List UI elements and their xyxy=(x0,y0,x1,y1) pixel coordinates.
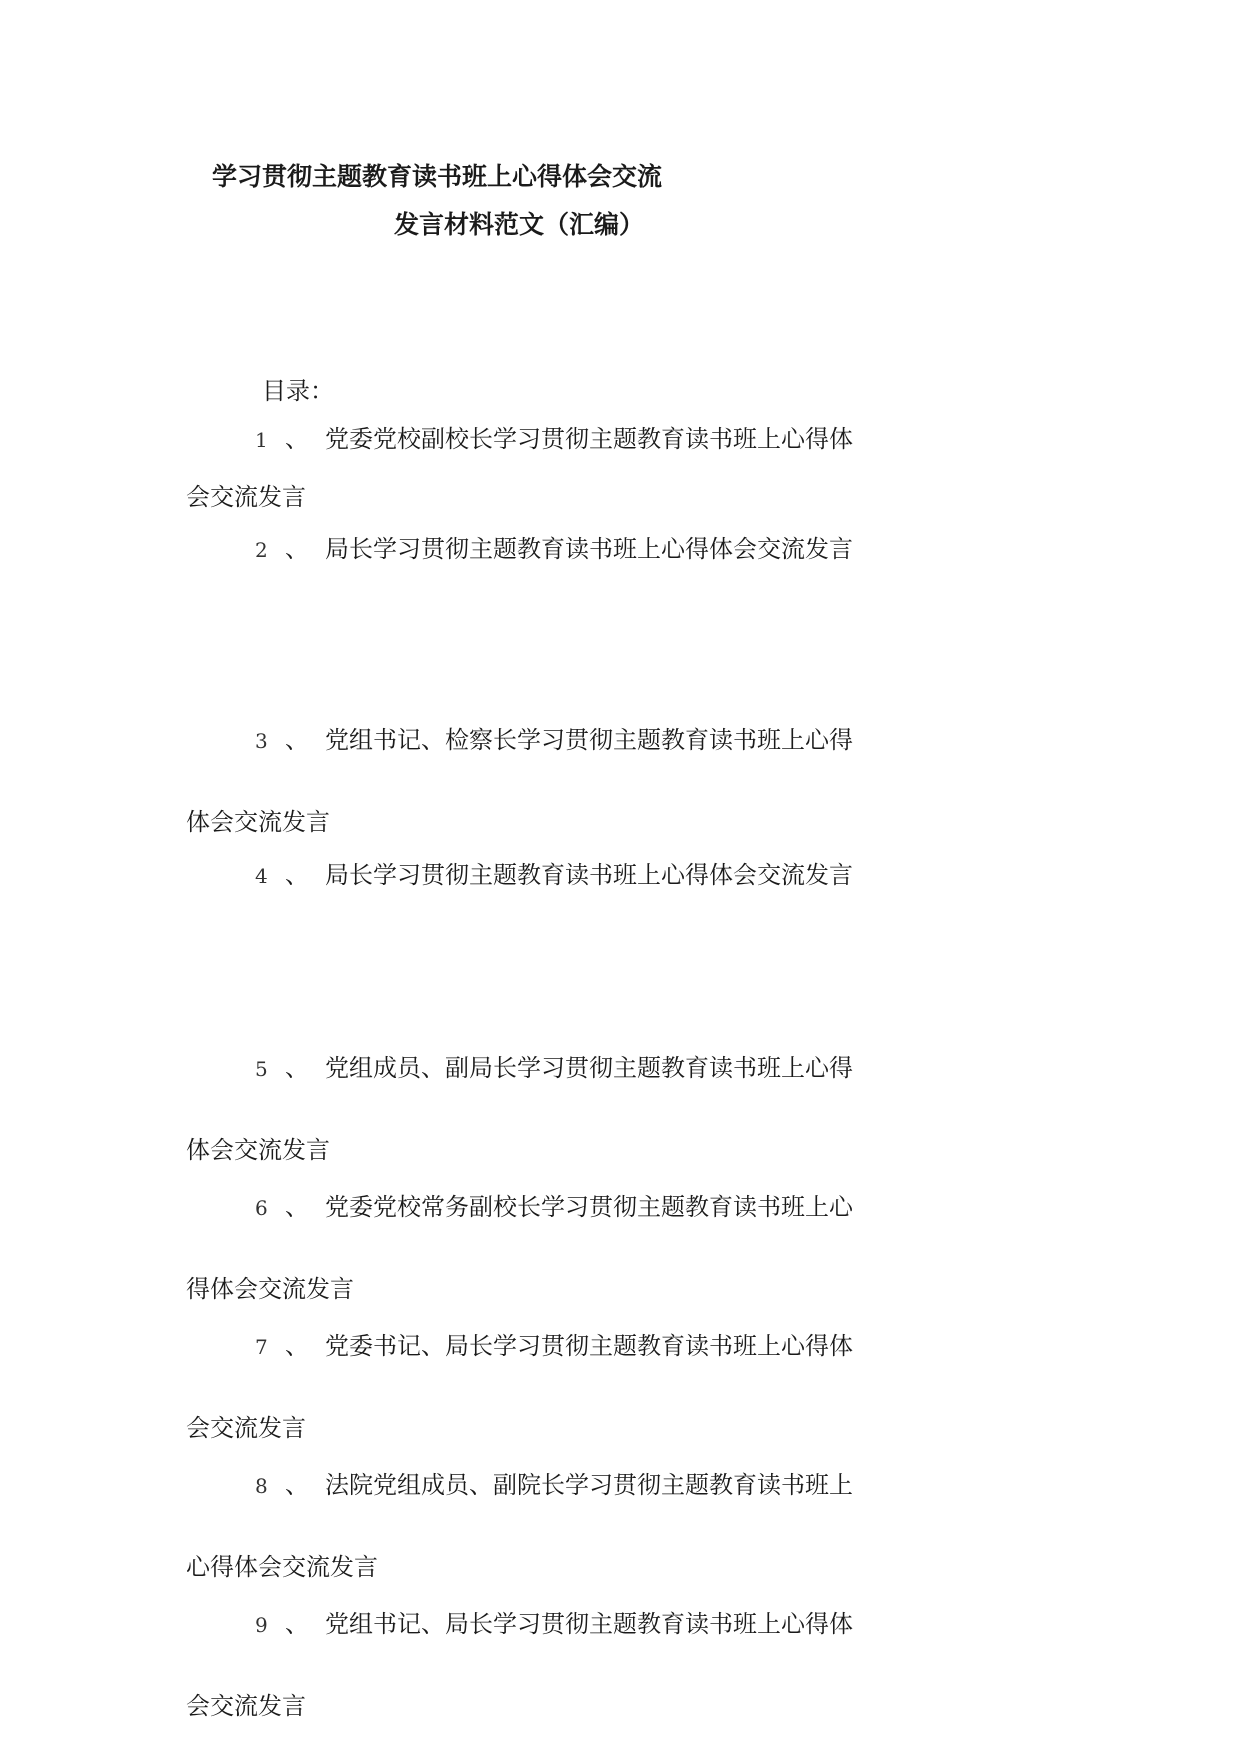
toc-item-2 xyxy=(255,534,853,565)
toc-item-text: 党委党校常务副校长学习贯彻主题教育读书班上心 xyxy=(325,1193,853,1221)
toc-item-separator: 、 xyxy=(285,1332,309,1360)
toc-item-6-continuation: 得体会交流发言 xyxy=(186,1275,354,1303)
toc-item-number: 6 xyxy=(255,1196,268,1220)
toc-item-number: 5 xyxy=(255,1057,268,1081)
toc-item-separator: 、 xyxy=(285,535,309,563)
toc-item-9 xyxy=(255,1609,853,1640)
toc-item-1 xyxy=(255,424,853,455)
toc-item-8-continuation: 心得体会交流发言 xyxy=(186,1553,378,1581)
toc-item-text: 党组书记、检察长学习贯彻主题教育读书班上心得 xyxy=(325,726,853,754)
toc-item-number: 1 xyxy=(255,428,268,452)
toc-item-number: 9 xyxy=(255,1613,268,1637)
toc-item-text: 党委党校副校长学习贯彻主题教育读书班上心得体 xyxy=(325,425,853,453)
toc-item-text: 党委书记、局长学习贯彻主题教育读书班上心得体 xyxy=(325,1332,853,1360)
document-title-line-1: 学习贯彻主题教育读书班上心得体会交流 xyxy=(212,162,663,191)
toc-item-3-continuation: 体会交流发言 xyxy=(186,808,330,836)
toc-item-separator: 、 xyxy=(285,726,309,754)
toc-item-separator: 、 xyxy=(285,425,309,453)
toc-item-text: 法院党组成员、副院长学习贯彻主题教育读书班上 xyxy=(325,1471,853,1499)
toc-item-number: 4 xyxy=(255,864,268,888)
toc-item-6 xyxy=(255,1192,853,1223)
toc-item-separator: 、 xyxy=(285,1610,309,1638)
toc-item-3 xyxy=(255,725,853,756)
toc-item-8 xyxy=(255,1470,853,1501)
toc-item-7-continuation: 会交流发言 xyxy=(186,1414,306,1442)
toc-item-4 xyxy=(255,860,853,891)
toc-item-9-continuation: 会交流发言 xyxy=(186,1692,306,1720)
toc-item-separator: 、 xyxy=(285,1193,309,1221)
toc-label: 目录： xyxy=(262,377,334,405)
toc-item-5-continuation: 体会交流发言 xyxy=(186,1136,330,1164)
toc-item-5 xyxy=(255,1053,853,1084)
toc-item-text: 局长学习贯彻主题教育读书班上心得体会交流发言 xyxy=(325,535,853,563)
toc-item-number: 8 xyxy=(255,1474,268,1498)
toc-item-7 xyxy=(255,1331,853,1362)
toc-item-1-continuation: 会交流发言 xyxy=(186,483,306,511)
toc-item-text: 党组书记、局长学习贯彻主题教育读书班上心得体 xyxy=(325,1610,853,1638)
toc-item-number: 3 xyxy=(255,729,268,753)
toc-item-number: 7 xyxy=(255,1335,268,1359)
toc-item-separator: 、 xyxy=(285,861,309,889)
toc-item-text: 局长学习贯彻主题教育读书班上心得体会交流发言 xyxy=(325,861,853,889)
toc-item-number: 2 xyxy=(255,538,268,562)
toc-item-text: 党组成员、副局长学习贯彻主题教育读书班上心得 xyxy=(325,1054,853,1082)
toc-item-separator: 、 xyxy=(285,1471,309,1499)
document-title-line-2: 发言材料范文（汇编） xyxy=(394,210,645,239)
toc-item-separator: 、 xyxy=(285,1054,309,1082)
